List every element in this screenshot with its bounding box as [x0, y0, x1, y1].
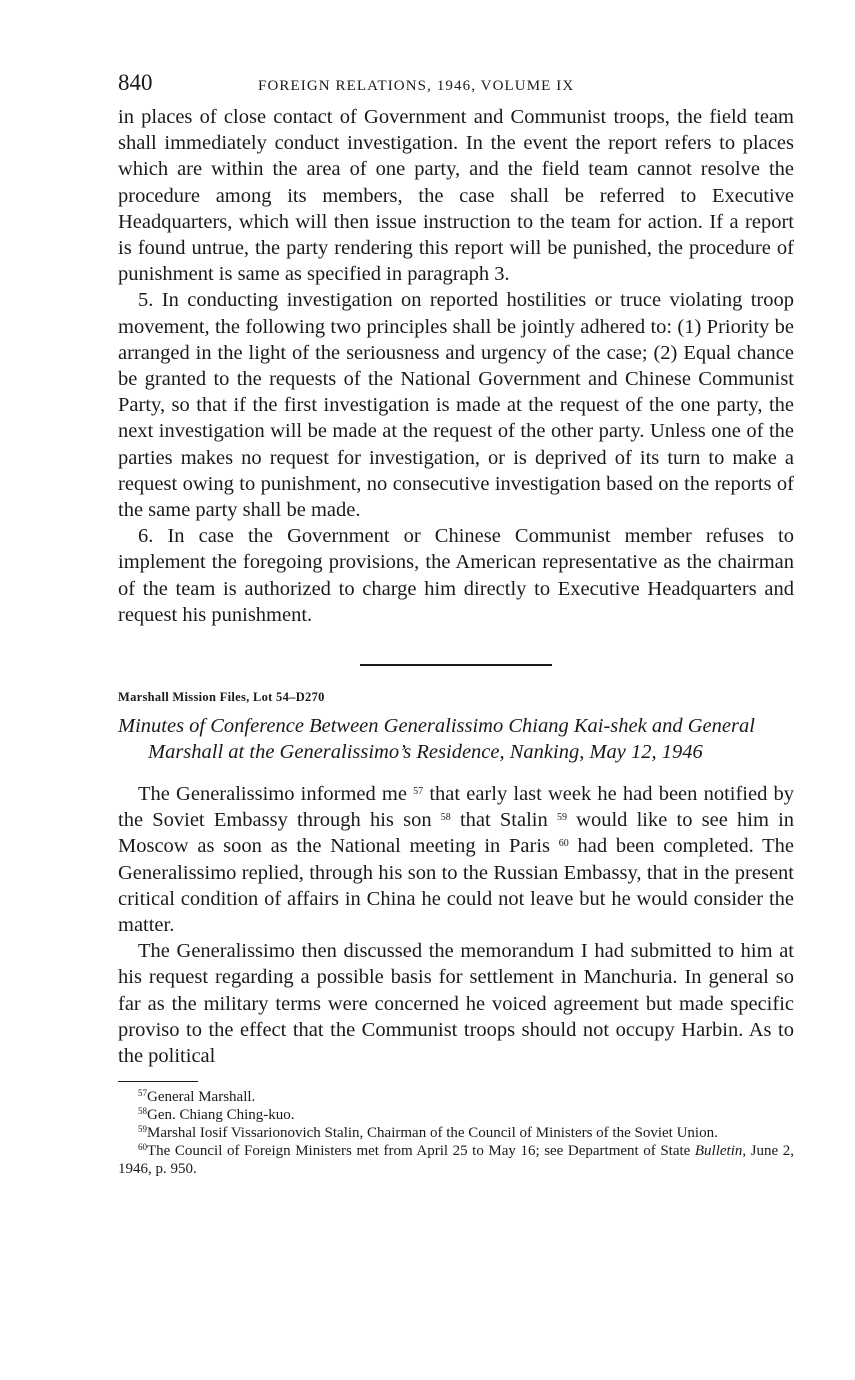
document-page [118, 70, 794, 1178]
document-paragraph-2: The Generalissimo then discussed the memorandum I had submitted to him at his request regarding a possible basis for settlement in Manchuria. In general so far as the military terms were concerned he voiced agreement but made specific proviso to the effect that the Communist troops should not occupy Harbin. As to the political [118, 940, 794, 1068]
footnotes [118, 1088, 794, 1178]
footnote-text: Marshal Iosif Vissarionovich Stalin, Chairman of the Council of Ministers of the Soviet Union. [147, 1125, 718, 1142]
footnote-60 [118, 1142, 794, 1178]
footnote-number: 59 [138, 1124, 147, 1135]
footnote-58 [118, 1106, 794, 1124]
footnote-57 [118, 1088, 794, 1106]
footnote-text: The Council of Foreign Ministers met from April 25 to May 16; see Department of State [147, 1143, 695, 1160]
text-segment: that early last week he had been notified by the Soviet Embassy through his son [118, 783, 794, 832]
footnote-ref-57[interactable]: 57 [413, 786, 424, 798]
footnote-text: General Marshall. [147, 1089, 256, 1106]
footnote-number: 58 [138, 1106, 147, 1117]
document-paragraph-1 [118, 781, 794, 938]
footnote-59 [118, 1124, 794, 1142]
paragraph-6: 6. In case the Government or Chinese Communist member refuses to implement the foregoing provisions, the American representative as the chairman of the team is authorized to charge him directly to Executive Headquarters and request his punishment. [118, 525, 794, 626]
document-body [118, 781, 794, 1069]
footnote-number: 60 [138, 1142, 147, 1153]
source-citation: Marshall Mission Files, Lot 54–D270 [118, 690, 325, 705]
footnote-italic-title: Bulletin [694, 1143, 743, 1160]
footnote-ref-59[interactable]: 59 [556, 812, 567, 824]
footnote-ref-60[interactable]: 60 [558, 838, 569, 850]
running-header [118, 70, 794, 104]
text-segment: that Stalin [450, 809, 548, 832]
footnote-separator [118, 1081, 198, 1082]
section-divider [360, 664, 552, 666]
footnote-number: 57 [138, 1088, 147, 1099]
running-title: FOREIGN RELATIONS, 1946, VOLUME IX [258, 78, 575, 94]
continued-paragraph: in places of close contact of Government and Communist troops, the field team shall immediately conduct investigation. In the event the report refers to places which are within the area of one party, and the field team cannot resolve the procedure among its members, the case shall be referred to Executive Headquarters, which will then issue instruction to the team for action. If a report is found untrue, the party rendering this report will be punished, the procedure of punishment is same as specified in paragraph 3. [118, 106, 794, 286]
footnote-text: , June 2, 1946, p. 950. [118, 1143, 794, 1178]
document-title: Minutes of Conference Between Generalissimo Chiang Kai-shek and General Marshall at the Generalissimo’s Residence, Nanking, May 12, 1946 [118, 715, 755, 764]
text-segment: had been completed. The Generalissimo replied, through his son to the Russian Embassy, that in the present critical condition of affairs in China he could not leave but he would consider the matter. [118, 835, 795, 937]
footnote-ref-58[interactable]: 58 [440, 812, 451, 824]
text-segment: The Generalissimo informed me [138, 783, 407, 806]
text-segment: would like to see him in Moscow as soon as the National meeting in Paris [118, 809, 795, 858]
page-number: 840 [118, 70, 153, 95]
paragraph-5: 5. In conducting investigation on reported hostilities or truce violating troop movement, the following two principles shall be jointly adhered to: (1) Priority be arranged in the light of the seriousness and urgency of the case; (2) Equal chance be granted to the requests of the National Government and Chinese Communist Party, so that if the first investigation is made at the request of the one party, the next investigation will be made at the request of the other party. Unless one of the parties makes no request for investigation, or is deprived of its turn to make a request owing to punishment, no consecutive investigation based on the reports of the same party shall be made. [118, 289, 794, 522]
footnote-text: Gen. Chiang Ching-kuo. [147, 1107, 295, 1124]
continued-text [118, 104, 794, 628]
